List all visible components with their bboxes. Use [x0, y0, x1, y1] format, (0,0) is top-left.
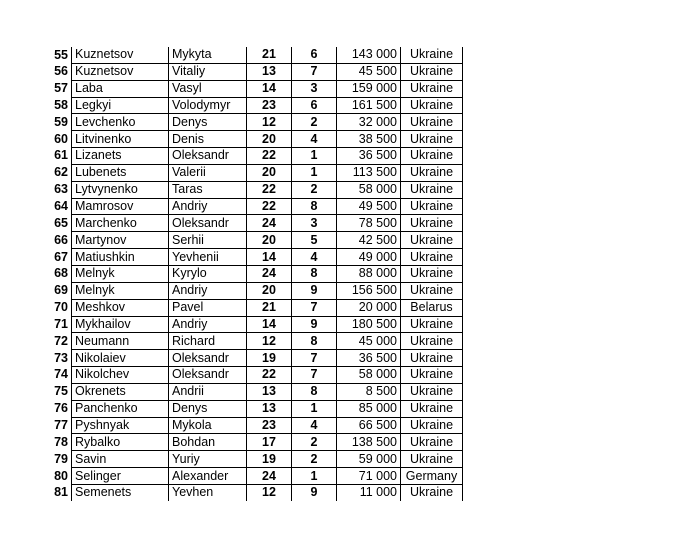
- value-b-cell: 8: [292, 333, 337, 350]
- value-a-cell: 14: [247, 249, 292, 266]
- first-name-cell: Oleksandr: [169, 350, 247, 367]
- last-name-cell: Pyshnyak: [72, 417, 169, 434]
- table-row: [43, 249, 463, 266]
- value-b-cell: 3: [292, 80, 337, 97]
- row-number: 81: [54, 485, 68, 500]
- table-row: [43, 114, 463, 131]
- row-number: 77: [54, 417, 68, 432]
- table-row: [43, 299, 463, 316]
- country-cell: Ukraine: [401, 198, 463, 215]
- first-name-cell: Yevhen: [169, 484, 247, 500]
- first-name-cell: Volodymyr: [169, 97, 247, 114]
- amount-cell: 113 500: [337, 164, 401, 181]
- row-number: 74: [54, 367, 68, 382]
- country-cell: Ukraine: [401, 63, 463, 80]
- first-name-cell: Taras: [169, 181, 247, 198]
- value-b-cell: 9: [292, 316, 337, 333]
- player-table-body: [43, 47, 463, 501]
- country-cell: Ukraine: [401, 80, 463, 97]
- last-name-cell: Semenets: [72, 484, 169, 500]
- value-b-cell: 4: [292, 417, 337, 434]
- amount-cell: 159 000: [337, 80, 401, 97]
- value-a-cell: 22: [247, 148, 292, 165]
- row-number: 66: [54, 232, 68, 247]
- row-number: 79: [54, 451, 68, 466]
- value-a-cell: 20: [247, 232, 292, 249]
- amount-cell: 143 000: [337, 47, 401, 63]
- table-row: [43, 282, 463, 299]
- row-number: 61: [54, 148, 68, 163]
- amount-cell: 71 000: [337, 468, 401, 485]
- row-number: 72: [54, 333, 68, 348]
- first-name-cell: Kyrylo: [169, 265, 247, 282]
- country-cell: Ukraine: [401, 350, 463, 367]
- last-name-cell: Levchenko: [72, 114, 169, 131]
- table-row: [43, 484, 463, 500]
- value-b-cell: 3: [292, 215, 337, 232]
- country-cell: Ukraine: [401, 265, 463, 282]
- last-name-cell: Martynov: [72, 232, 169, 249]
- row-number: 57: [54, 81, 68, 96]
- country-cell: Ukraine: [401, 434, 463, 451]
- first-name-cell: Oleksandr: [169, 215, 247, 232]
- row-number: 78: [54, 434, 68, 449]
- last-name-cell: Laba: [72, 80, 169, 97]
- value-a-cell: 22: [247, 198, 292, 215]
- table-row: [43, 417, 463, 434]
- value-b-cell: 6: [292, 97, 337, 114]
- amount-cell: 66 500: [337, 417, 401, 434]
- value-b-cell: 7: [292, 63, 337, 80]
- value-b-cell: 8: [292, 383, 337, 400]
- table-row: [43, 47, 463, 63]
- row-number: 63: [54, 182, 68, 197]
- value-a-cell: 23: [247, 97, 292, 114]
- table-row: [43, 164, 463, 181]
- last-name-cell: Lytvynenko: [72, 181, 169, 198]
- value-a-cell: 22: [247, 181, 292, 198]
- value-b-cell: 2: [292, 434, 337, 451]
- value-a-cell: 14: [247, 80, 292, 97]
- country-cell: Belarus: [401, 299, 463, 316]
- first-name-cell: Yevhenii: [169, 249, 247, 266]
- row-number: 76: [54, 401, 68, 416]
- amount-cell: 45 000: [337, 333, 401, 350]
- last-name-cell: Litvinenko: [72, 131, 169, 148]
- row-number: 80: [54, 468, 68, 483]
- table-row: [43, 367, 463, 384]
- table-row: [43, 434, 463, 451]
- table-row: [43, 316, 463, 333]
- table-row: [43, 400, 463, 417]
- first-name-cell: Mykyta: [169, 47, 247, 63]
- amount-cell: 38 500: [337, 131, 401, 148]
- first-name-cell: Denys: [169, 400, 247, 417]
- value-a-cell: 12: [247, 484, 292, 500]
- row-number: 64: [54, 199, 68, 214]
- value-a-cell: 12: [247, 333, 292, 350]
- value-a-cell: 12: [247, 114, 292, 131]
- last-name-cell: Okrenets: [72, 383, 169, 400]
- value-b-cell: 2: [292, 451, 337, 468]
- value-a-cell: 19: [247, 451, 292, 468]
- country-cell: Ukraine: [401, 249, 463, 266]
- value-b-cell: 4: [292, 249, 337, 266]
- first-name-cell: Pavel: [169, 299, 247, 316]
- table-row: [43, 148, 463, 165]
- country-cell: Ukraine: [401, 484, 463, 500]
- table-row: [43, 80, 463, 97]
- value-b-cell: 2: [292, 181, 337, 198]
- row-number: 75: [54, 384, 68, 399]
- amount-cell: 42 500: [337, 232, 401, 249]
- value-a-cell: 20: [247, 282, 292, 299]
- row-number: 67: [54, 249, 68, 264]
- first-name-cell: Yuriy: [169, 451, 247, 468]
- table-row: [43, 97, 463, 114]
- amount-cell: 8 500: [337, 383, 401, 400]
- amount-cell: 36 500: [337, 148, 401, 165]
- row-number: 60: [54, 131, 68, 146]
- last-name-cell: Kuznetsov: [72, 47, 169, 63]
- last-name-cell: Mykhailov: [72, 316, 169, 333]
- last-name-cell: Melnyk: [72, 282, 169, 299]
- country-cell: Germany: [401, 468, 463, 485]
- row-number: 55: [54, 47, 68, 62]
- country-cell: Ukraine: [401, 383, 463, 400]
- table-row: [43, 333, 463, 350]
- amount-cell: 88 000: [337, 265, 401, 282]
- value-b-cell: 6: [292, 47, 337, 63]
- row-number: 56: [54, 64, 68, 79]
- value-b-cell: 1: [292, 468, 337, 485]
- last-name-cell: Lizanets: [72, 148, 169, 165]
- country-cell: Ukraine: [401, 148, 463, 165]
- first-name-cell: Andriy: [169, 198, 247, 215]
- value-a-cell: 22: [247, 367, 292, 384]
- amount-cell: 36 500: [337, 350, 401, 367]
- amount-cell: 58 000: [337, 181, 401, 198]
- row-number: 71: [54, 316, 68, 331]
- first-name-cell: Denys: [169, 114, 247, 131]
- row-number: 59: [54, 114, 68, 129]
- country-cell: Ukraine: [401, 417, 463, 434]
- table-row: [43, 350, 463, 367]
- first-name-cell: Richard: [169, 333, 247, 350]
- amount-cell: 156 500: [337, 282, 401, 299]
- first-name-cell: Oleksandr: [169, 148, 247, 165]
- amount-cell: 20 000: [337, 299, 401, 316]
- value-b-cell: 1: [292, 400, 337, 417]
- last-name-cell: Marchenko: [72, 215, 169, 232]
- last-name-cell: Kuznetsov: [72, 63, 169, 80]
- value-a-cell: 21: [247, 47, 292, 63]
- amount-cell: 138 500: [337, 434, 401, 451]
- amount-cell: 78 500: [337, 215, 401, 232]
- value-a-cell: 17: [247, 434, 292, 451]
- table-row: [43, 131, 463, 148]
- first-name-cell: Mykola: [169, 417, 247, 434]
- country-cell: Ukraine: [401, 333, 463, 350]
- value-b-cell: 9: [292, 282, 337, 299]
- value-a-cell: 24: [247, 265, 292, 282]
- row-number: 68: [54, 266, 68, 281]
- value-b-cell: 2: [292, 114, 337, 131]
- country-cell: Ukraine: [401, 215, 463, 232]
- country-cell: Ukraine: [401, 451, 463, 468]
- value-a-cell: 24: [247, 468, 292, 485]
- row-number: 65: [54, 215, 68, 230]
- first-name-cell: Serhii: [169, 232, 247, 249]
- value-a-cell: 13: [247, 383, 292, 400]
- last-name-cell: Legkyi: [72, 97, 169, 114]
- value-b-cell: 8: [292, 265, 337, 282]
- country-cell: Ukraine: [401, 131, 463, 148]
- value-a-cell: 23: [247, 417, 292, 434]
- amount-cell: 161 500: [337, 97, 401, 114]
- country-cell: Ukraine: [401, 232, 463, 249]
- first-name-cell: Andrii: [169, 383, 247, 400]
- first-name-cell: Vasyl: [169, 80, 247, 97]
- amount-cell: 49 500: [337, 198, 401, 215]
- amount-cell: 58 000: [337, 367, 401, 384]
- value-a-cell: 13: [247, 63, 292, 80]
- country-cell: Ukraine: [401, 97, 463, 114]
- last-name-cell: Nikolchev: [72, 367, 169, 384]
- first-name-cell: Vitaliy: [169, 63, 247, 80]
- value-a-cell: 20: [247, 131, 292, 148]
- amount-cell: 59 000: [337, 451, 401, 468]
- last-name-cell: Mamrosov: [72, 198, 169, 215]
- value-b-cell: 8: [292, 198, 337, 215]
- value-b-cell: 5: [292, 232, 337, 249]
- table-row: [43, 383, 463, 400]
- last-name-cell: Melnyk: [72, 265, 169, 282]
- last-name-cell: Matiushkin: [72, 249, 169, 266]
- country-cell: Ukraine: [401, 367, 463, 384]
- value-a-cell: 19: [247, 350, 292, 367]
- country-cell: Ukraine: [401, 316, 463, 333]
- first-name-cell: Alexander: [169, 468, 247, 485]
- amount-cell: 32 000: [337, 114, 401, 131]
- table-row: [43, 468, 463, 485]
- first-name-cell: Denis: [169, 131, 247, 148]
- row-number: 58: [54, 97, 68, 112]
- first-name-cell: Andriy: [169, 316, 247, 333]
- last-name-cell: Selinger: [72, 468, 169, 485]
- first-name-cell: Andriy: [169, 282, 247, 299]
- row-number: 62: [54, 165, 68, 180]
- value-b-cell: 1: [292, 164, 337, 181]
- amount-cell: 11 000: [337, 484, 401, 500]
- table-row: [43, 215, 463, 232]
- amount-cell: 49 000: [337, 249, 401, 266]
- row-number: 73: [54, 350, 68, 365]
- table-row: [43, 63, 463, 80]
- last-name-cell: Panchenko: [72, 400, 169, 417]
- first-name-cell: Bohdan: [169, 434, 247, 451]
- country-cell: Ukraine: [401, 114, 463, 131]
- table-row: [43, 181, 463, 198]
- value-a-cell: 24: [247, 215, 292, 232]
- value-b-cell: 9: [292, 484, 337, 500]
- last-name-cell: Rybalko: [72, 434, 169, 451]
- country-cell: Ukraine: [401, 164, 463, 181]
- value-b-cell: 1: [292, 148, 337, 165]
- table-row: [43, 232, 463, 249]
- amount-cell: 180 500: [337, 316, 401, 333]
- row-number: 69: [54, 283, 68, 298]
- country-cell: Ukraine: [401, 181, 463, 198]
- table-row: [43, 198, 463, 215]
- country-cell: Ukraine: [401, 400, 463, 417]
- last-name-cell: Lubenets: [72, 164, 169, 181]
- value-b-cell: 7: [292, 299, 337, 316]
- value-a-cell: 21: [247, 299, 292, 316]
- last-name-cell: Savin: [72, 451, 169, 468]
- last-name-cell: Nikolaiev: [72, 350, 169, 367]
- amount-cell: 85 000: [337, 400, 401, 417]
- value-a-cell: 20: [247, 164, 292, 181]
- value-b-cell: 7: [292, 367, 337, 384]
- value-b-cell: 4: [292, 131, 337, 148]
- value-a-cell: 14: [247, 316, 292, 333]
- country-cell: Ukraine: [401, 282, 463, 299]
- table-row: [43, 265, 463, 282]
- player-table: [43, 47, 463, 501]
- row-number: 70: [54, 300, 68, 315]
- value-a-cell: 13: [247, 400, 292, 417]
- first-name-cell: Oleksandr: [169, 367, 247, 384]
- last-name-cell: Meshkov: [72, 299, 169, 316]
- value-b-cell: 7: [292, 350, 337, 367]
- amount-cell: 45 500: [337, 63, 401, 80]
- last-name-cell: Neumann: [72, 333, 169, 350]
- first-name-cell: Valerii: [169, 164, 247, 181]
- country-cell: Ukraine: [401, 47, 463, 63]
- table-row: [43, 451, 463, 468]
